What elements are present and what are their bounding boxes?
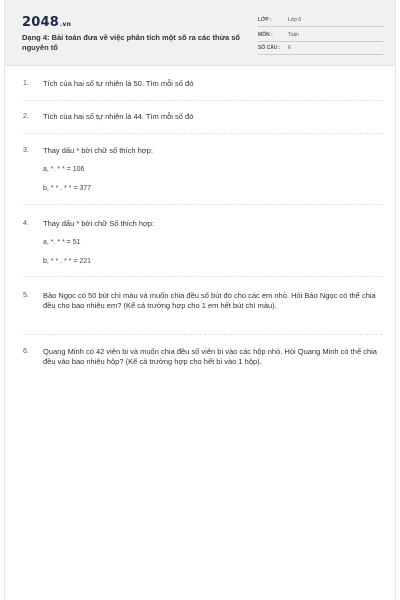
- meta-key: SỐ CÂU :: [258, 45, 281, 51]
- question-text: Tích của hai số tự nhiên là 44. Tìm mỗi số đó: [43, 112, 194, 121]
- question-number: 6.: [23, 348, 29, 355]
- meta-value: Lớp 6: [288, 17, 302, 23]
- site-logo[interactable]: [22, 15, 71, 30]
- worksheet-title: Dạng 4: Bài toán đưa về việc phân tích một số ra các thừa số nguyên tố: [22, 33, 241, 52]
- divider: [23, 276, 383, 277]
- divider: [23, 334, 383, 335]
- question-text: Bảo Ngọc có 50 bút chì màu và muốn chia đều số bút đó cho các em nhỏ. Hỏi Bảo Ngọc có thể chia đều cho bao nhiêu em? (Kể cả trường hợp cho 1 em hết bút chì màu).: [43, 291, 376, 310]
- meta-value: Toán: [288, 32, 299, 38]
- meta-row-subject: [258, 31, 383, 42]
- question-number: 5.: [23, 292, 29, 299]
- question-number: 3.: [23, 147, 29, 154]
- worksheet-header: [5, 0, 395, 66]
- worksheet-page: [4, 0, 396, 600]
- meta-key: MÔN :: [258, 32, 273, 38]
- divider: [23, 204, 383, 205]
- question-subpart: a, *. * * = 51: [43, 239, 81, 246]
- meta-value: 6: [288, 45, 291, 51]
- meta-row-count: [258, 44, 383, 55]
- question-subpart: b, * * . * * = 377: [43, 185, 92, 192]
- question-text: Thay dấu * bởi chữ số thích hợp:: [43, 146, 153, 155]
- question-text: Tích của hai số tự nhiên là 50. Tìm mỗi số đó: [43, 79, 194, 88]
- divider: [23, 133, 383, 134]
- question-number: 1.: [23, 80, 29, 87]
- meta-row-grade: [258, 16, 383, 27]
- question-text: Quang Minh có 42 viên bi và muốn chia đều số viên bi vào các hộp nhỏ. Hỏi Quang Minh có thể chia đều vào bao nhiêu hộp? (Kể cả trường hợp cho hết bi vào 1 hộp).: [43, 347, 377, 366]
- question-subpart: a, *. * * = 106: [43, 166, 85, 173]
- logo-text: 2048: [22, 15, 59, 30]
- question-text: Thay dấu * bởi chữ Số thích hợp:: [43, 219, 155, 228]
- question-subpart: b, * * . * * = 221: [43, 258, 92, 265]
- meta-key: LỚP :: [258, 17, 272, 23]
- logo-suffix: .vn: [59, 21, 72, 28]
- divider: [23, 100, 383, 101]
- question-number: 4.: [23, 220, 29, 227]
- question-number: 2.: [23, 113, 29, 120]
